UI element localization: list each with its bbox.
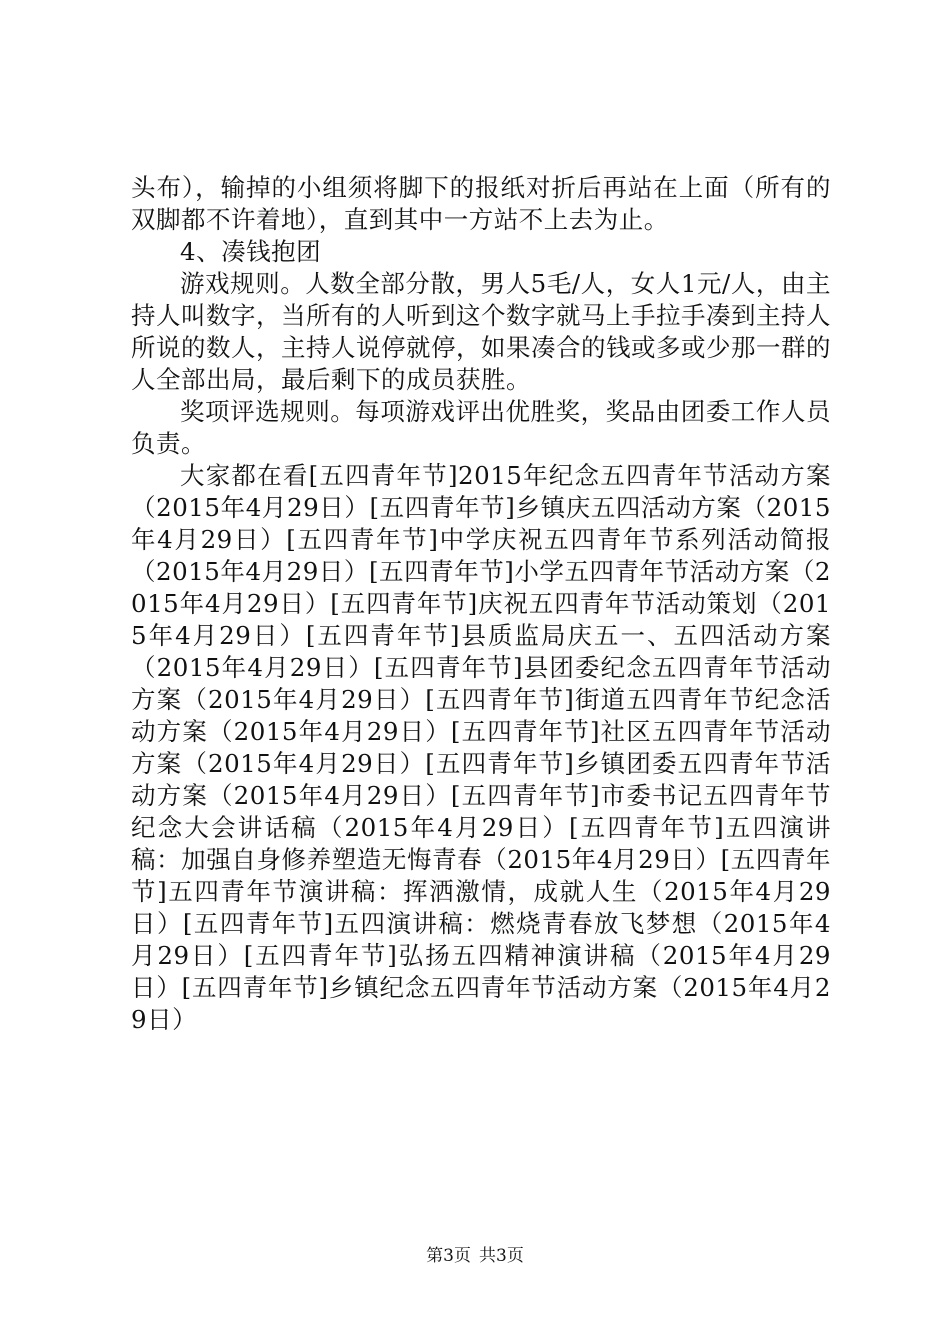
section-heading: 4、凑钱抱团 [180, 237, 322, 266]
page-number: 第3页 [426, 1246, 471, 1266]
paragraph-game-rules: 游戏规则。人数全部分散，男人5毛/人，女人1元/人，由主持人叫数字，当所有的人听到这个数字就马上手拉手凑到主持人所说的数人，主持人说停就停，如果凑合的钱或多或少那一群的人全部出局，最后剩下的成员获胜。 [131, 269, 831, 394]
page-footer [0, 1244, 950, 1268]
page-total: 共3页 [479, 1246, 524, 1266]
document-body [131, 172, 831, 1036]
paragraph-related-articles: 大家都在看[五四青年节]2015年纪念五四青年节活动方案（2015年4月29日）[五四青年节]乡镇庆五四活动方案（2015年4月29日）[五四青年节]中学庆祝五四青年节系列活动简报（2015年4月29日）[五四青年节]小学五四青年节活动方案（2015年4月29日）[五四青年节]庆祝五四青年节活动策划（2015年4月29日）[五四青年节]县质监局庆五一、五四活动方案（2015年4月29日）[五四青年节]县团委纪念五四青年节活动方案（2015年4月29日）[五四青年节]街道五四青年节纪念活动方案（2015年4月29日）[五四青年节]社区五四青年节活动方案（2015年4月29日）[五四青年节]乡镇团委五四青年节活动方案（2015年4月29日）[五四青年节]市委书记五四青年节纪念大会讲话稿（2015年4月29日）[五四青年节]五四演讲稿：加强自身修养塑造无悔青春（2015年4月29日）[五四青年节]五四青年节演讲稿：挥洒激情，成就人生（2015年4月29日）[五四青年节]五四演讲稿：燃烧青春放飞梦想（2015年4月29日）[五四青年节]弘扬五四精神演讲稿（2015年4月29日）[五四青年节]乡镇纪念五四青年节活动方案（2015年4月29日） [131, 461, 831, 1034]
paragraph-award-rules: 奖项评选规则。每项游戏评出优胜奖，奖品由团委工作人员负责。 [131, 397, 831, 458]
paragraph-continuation: 头布），输掉的小组须将脚下的报纸对折后再站在上面（所有的双脚都不许着地），直到其中一方站不上去为止。 [131, 173, 831, 234]
